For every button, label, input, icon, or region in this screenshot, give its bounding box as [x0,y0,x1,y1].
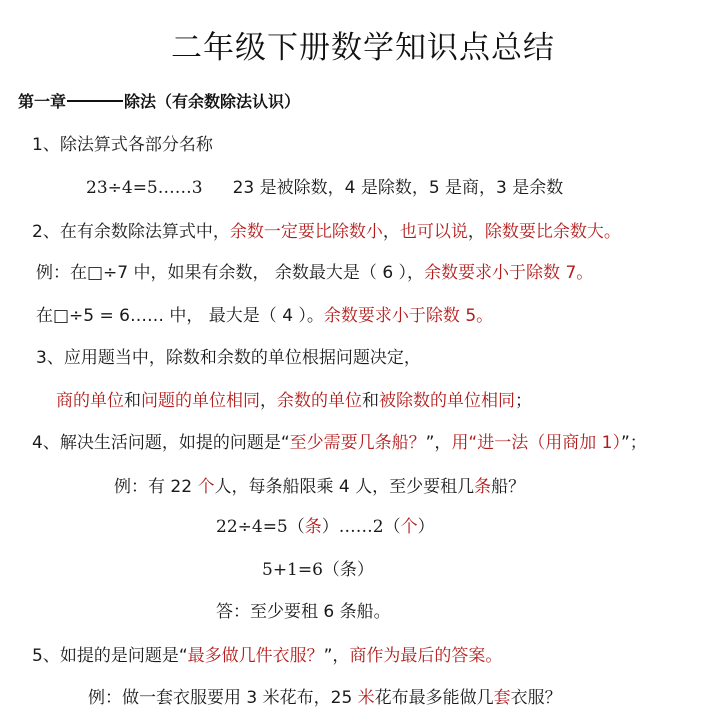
section-4-highlight-2: 用“进一法（用商加 1） [451,433,621,453]
chapter-topic: 除法（有余数除法认识） [124,92,301,111]
example-text: 例：做一套衣服要用 3 米花布，25 [88,688,358,708]
section-4-prefix: 4、解决生活问题，如提的问题是“ [32,433,290,453]
step-text: ） [417,517,435,537]
chapter-heading [18,90,300,114]
rule-text: ； [515,391,532,411]
section-2-highlight-2: 也可以说 [399,222,468,242]
section-4-highlight-1: 至少需要几条船？ [289,433,426,453]
example-text: 人，每条船限乘 4 人，至少要租几 [214,477,475,497]
step-text: ）……2（ [321,517,401,537]
section-2-highlight-3: 除数要比余数大。 [484,222,621,242]
section-5-highlight-1: 最多做几件衣服？ [187,646,324,666]
section-3-heading: 3、应用题当中，除数和余数的单位根据问题决定， [36,348,421,368]
example-highlight: 余数要求小于除数 7。 [424,263,594,283]
rule-text: 和 [362,391,379,411]
section-2-example-2 [36,304,493,328]
section-5-heading [32,644,502,668]
section-4-step-1 [216,515,435,539]
section-2-heading [32,220,621,244]
example-text: 衣服？ [510,688,562,708]
rule-highlight: 问题的单位相同 [141,391,260,411]
example-highlight: 米 [357,688,375,708]
section-1-example [86,176,563,200]
section-2-highlight-1: 余数一定要比除数小 [229,222,383,242]
step-highlight: 条 [304,517,322,537]
separator: ”， [323,646,350,666]
section-4-answer: 答：至少要租 6 条船。 [216,602,391,622]
example-highlight: 条 [474,477,492,497]
document-title: 二年级下册数学知识点总结 [171,30,555,66]
section-5-example [88,686,562,710]
example-text: 花布最多能做几 [374,688,494,708]
example-highlight: 余数要求小于除数 5。 [323,306,494,326]
section-1-heading: 1、除法算式各部分名称 [32,135,213,155]
section-5-highlight-2: 商作为最后的答案。 [349,646,503,666]
section-5-prefix: 5、如提的是问题是“ [32,646,188,666]
example-formula: 23÷4=5……3 [86,178,203,198]
example-text: 船？ [491,477,526,497]
section-3-rule [56,389,532,413]
example-text: 例：在□÷7 中，如果有余数， 余数最大是（ 6 ）， [36,263,425,283]
step-highlight: 个 [400,517,418,537]
section-2-prefix: 2、在有余数除法算式中， [32,222,230,242]
dash-divider [67,100,123,102]
chapter-label: 第一章 [18,92,67,111]
example-highlight: 套 [493,688,511,708]
example-highlight: 个 [197,477,215,497]
separator: ”； [620,433,647,453]
example-text: 例：有 22 [114,477,198,497]
section-4-example [114,475,525,499]
rule-highlight: 被除数的单位相同 [379,391,515,411]
separator: ， [382,222,400,242]
section-4-heading [32,431,647,455]
rule-highlight: 余数的单位 [277,391,362,411]
separator: ”， [425,433,452,453]
rule-text: ， [260,391,277,411]
example-text: 在□÷5 = 6…… 中， 最大是（ 4 ）。 [36,306,324,326]
section-4-step-2: 5+1=6（条） [262,560,374,580]
step-text: 22÷4=5（ [216,517,305,537]
example-explain: 23 是被除数，4 是除数，5 是商，3 是余数 [232,178,564,198]
rule-highlight: 商的单位 [56,391,124,411]
separator: ， [467,222,485,242]
section-2-example-1 [36,261,593,285]
rule-text: 和 [124,391,141,411]
